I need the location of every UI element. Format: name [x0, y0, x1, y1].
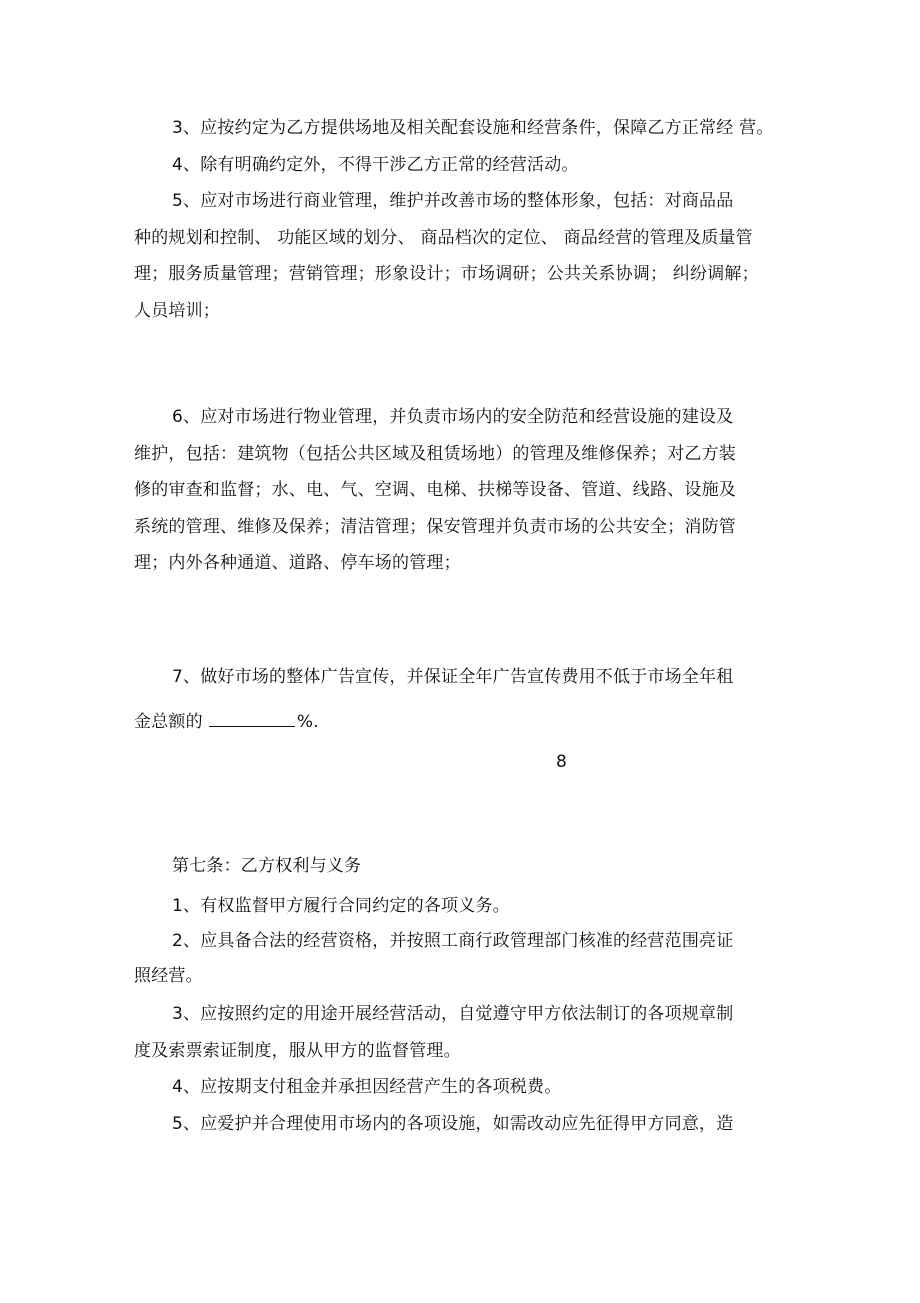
clause-b4: 4、应按期支付租金并承担因经营产生的各项税费。: [172, 1077, 562, 1097]
clause-a6-line1: 6、应对市场进行物业管理，并负责市场内的安全防范和经营设施的建设及: [172, 407, 734, 427]
clause-a5-line2: 种的规划和控制、 功能区域的划分、 商品档次的定位、 商品经营的管理及质量管: [134, 228, 753, 248]
clause-a7-line1: 7、做好市场的整体广告宣传，并保证全年广告宣传费用不低于市场全年租: [172, 667, 734, 687]
clause-a7-suffix: %.: [296, 712, 319, 732]
clause-b3-line2: 度及索票索证制度，服从甲方的监督管理。: [134, 1041, 461, 1061]
clause-a7-prefix: 金总额的: [134, 712, 203, 732]
percentage-blank: [209, 712, 295, 727]
clause-b3-line1: 3、应按照约定的用途开展经营活动，自觉遵守甲方依法制订的各项规章制: [172, 1004, 734, 1024]
clause-b2-line2: 照经营。: [134, 966, 203, 986]
clause-a5-line3: 理；服务质量管理；营销管理；形象设计；市场调研；公共关系协调； 纠纷调解；: [134, 264, 759, 284]
clause-b5: 5、应爱护并合理使用市场内的各项设施，如需改动应先征得甲方同意，造: [172, 1114, 734, 1134]
clause-b2-line1: 2、应具备合法的经营资格，并按照工商行政管理部门核准的经营范围亮证: [172, 931, 734, 951]
clause-a6-line5: 理；内外各种通道、道路、停车场的管理；: [134, 553, 461, 573]
clause-a4: 4、除有明确约定外，不得干涉乙方正常的经营活动。: [172, 155, 579, 175]
clause-b1: 1、有权监督甲方履行合同约定的各项义务。: [172, 896, 510, 916]
clause-a5-line4: 人员培训；: [134, 301, 220, 321]
article-heading: 第七条：乙方权利与义务: [172, 856, 362, 876]
clause-a6-line4: 系统的管理、维修及保养；清洁管理；保安管理并负责市场的公共安全；消防管: [134, 517, 736, 537]
clause-a6-line3: 修的审查和监督；水、电、气、空调、电梯、扶梯等设备、管道、线路、设施及: [134, 480, 736, 500]
clause-a7-line2: [134, 710, 319, 734]
clause-a6-line2: 维护，包括：建筑物（包括公共区域及租赁场地）的管理及维修保养；对乙方装: [134, 444, 736, 464]
page-number: 8: [556, 752, 567, 772]
clause-a5-line1: 5、应对市场进行商业管理，维护并改善市场的整体形象，包括：对商品品: [172, 191, 734, 211]
clause-a3: 3、应按约定为乙方提供场地及相关配套设施和经营条件，保障乙方正常经 营。: [172, 118, 774, 138]
